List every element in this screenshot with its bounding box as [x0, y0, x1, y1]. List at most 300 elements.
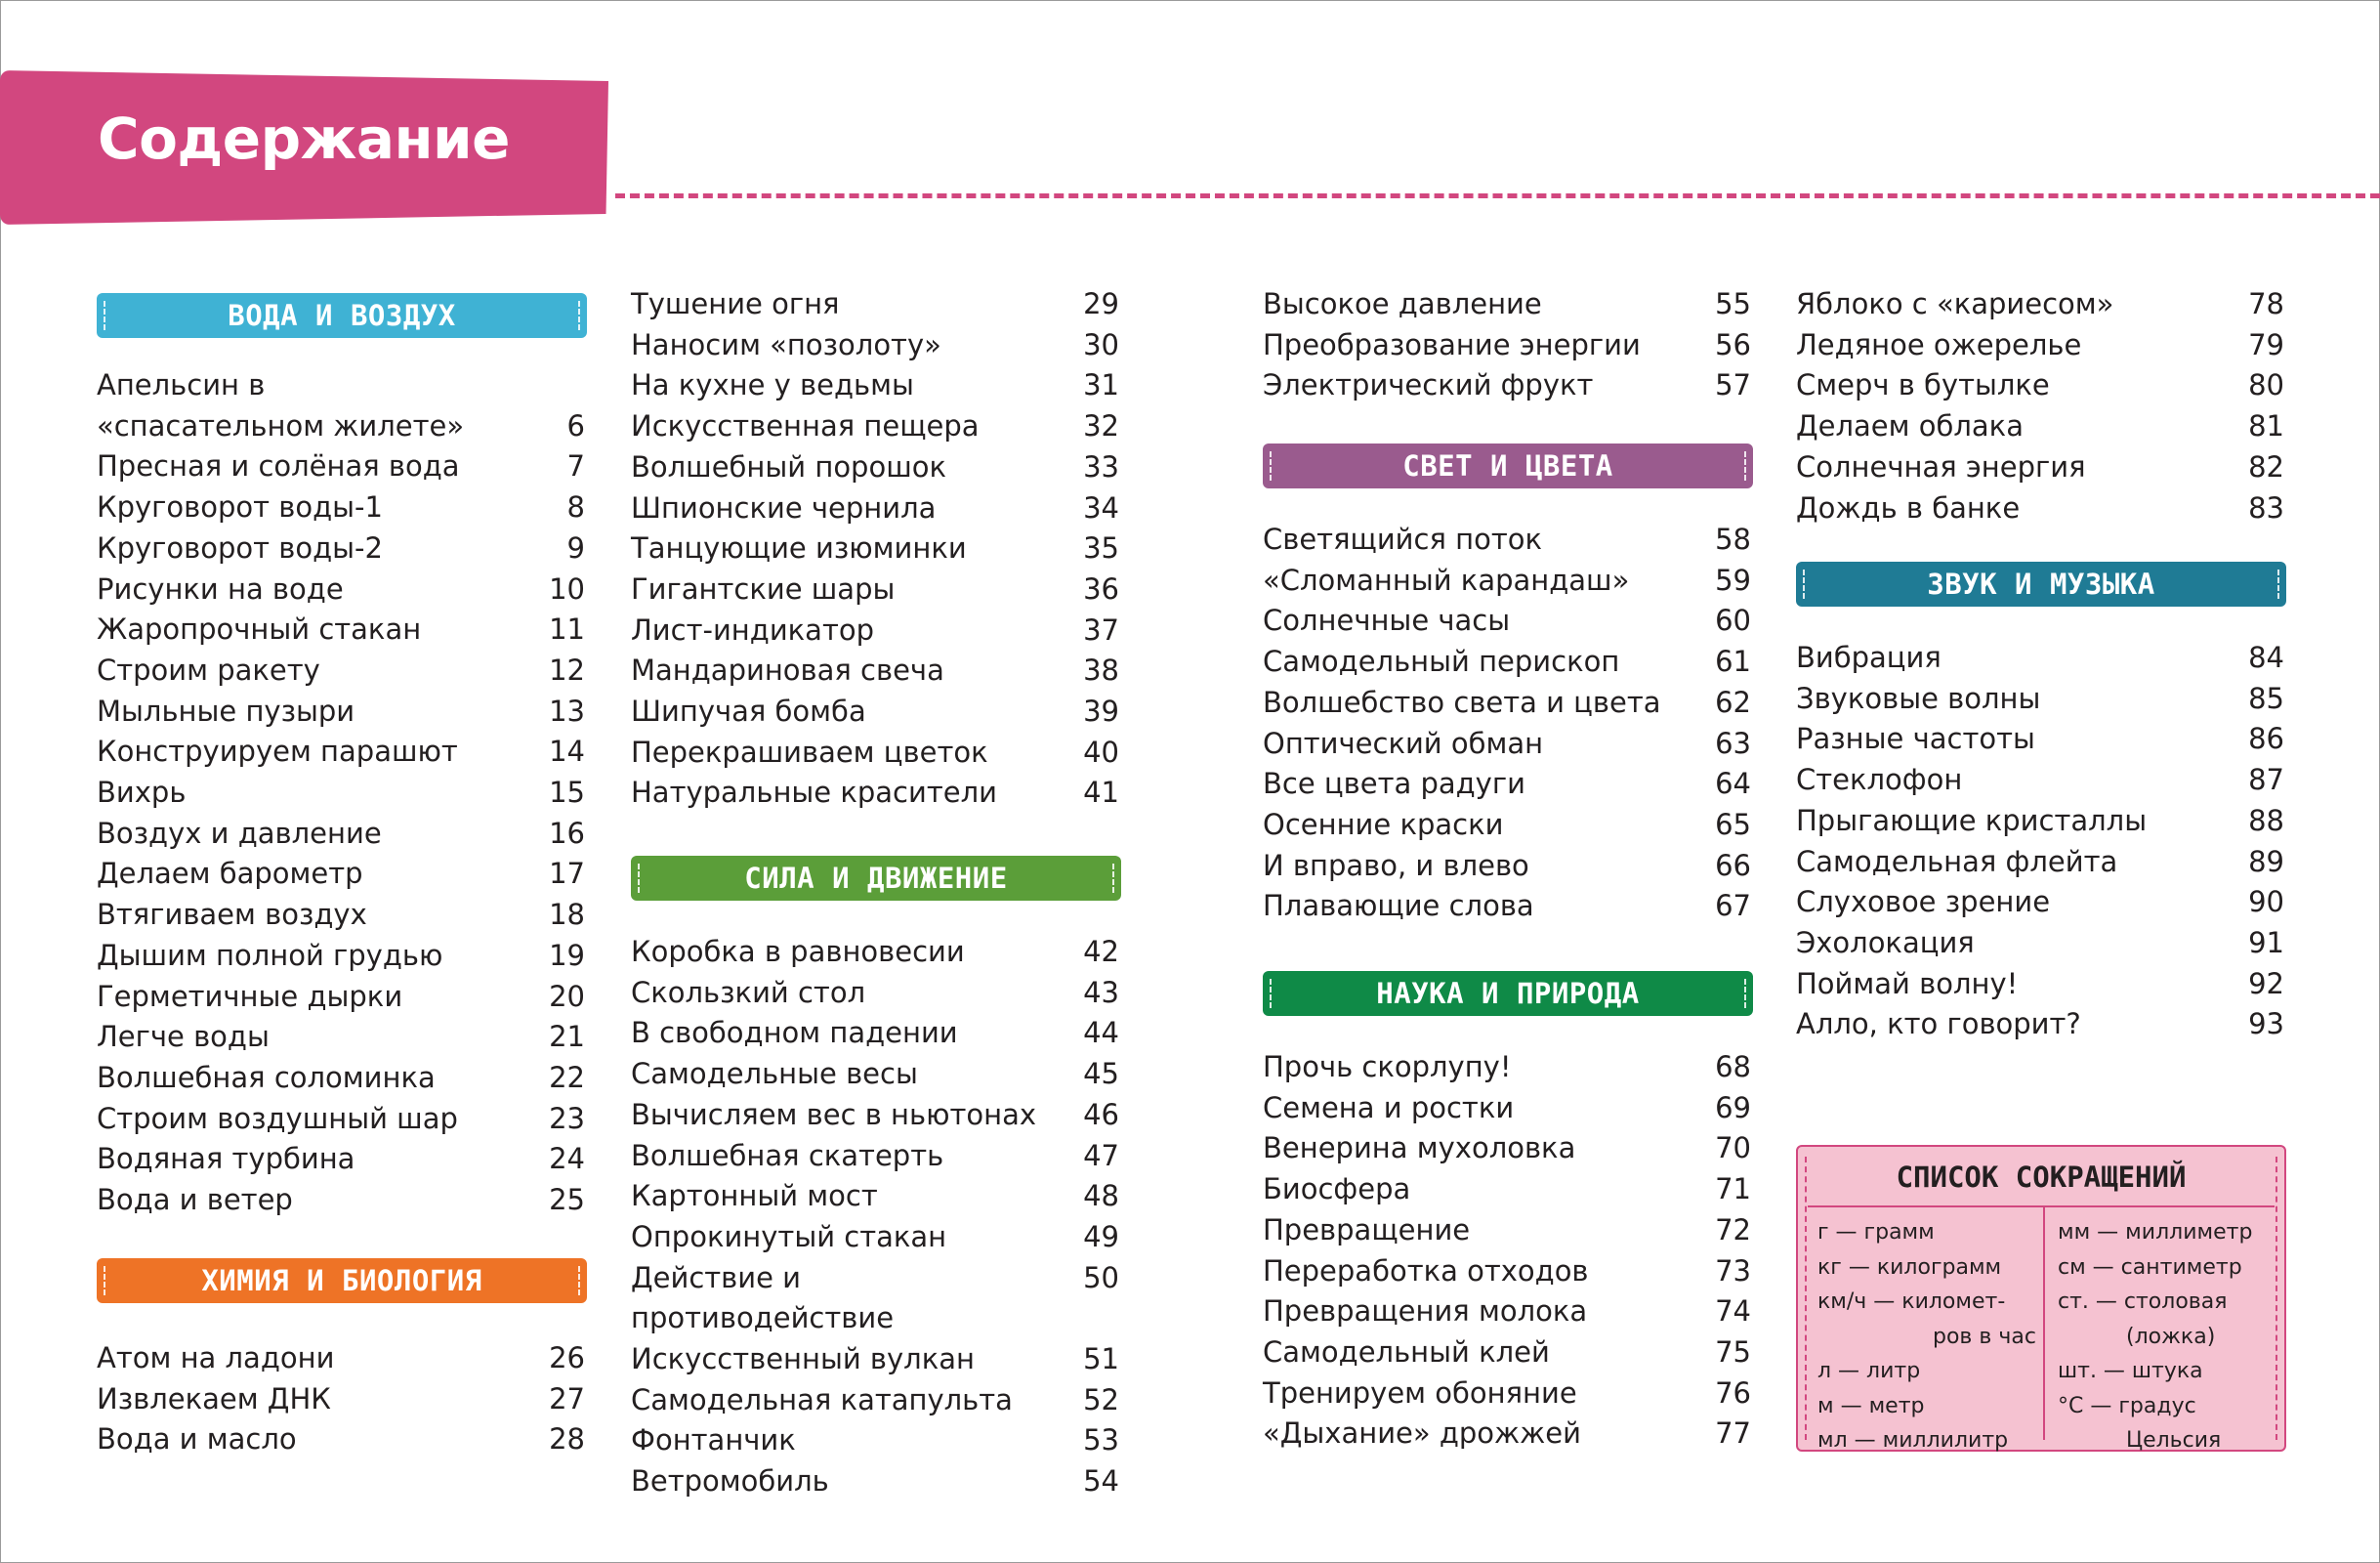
toc-entry-page: 93 — [2248, 1007, 2284, 1041]
toc-entry-page: 72 — [1715, 1212, 1751, 1246]
toc-entry — [97, 936, 585, 977]
toc-entry-page: 16 — [549, 816, 585, 850]
toc-entry-title: Ледяное ожерелье — [1796, 327, 2082, 361]
toc-entry-page: 17 — [549, 857, 585, 891]
toc-entry — [97, 732, 585, 773]
toc-entry — [631, 773, 1119, 814]
toc-entry — [631, 932, 1119, 973]
toc-entry-title: Вода и масло — [97, 1422, 297, 1457]
toc-entry-title: Натуральные красители — [631, 776, 997, 810]
toc-entry — [1263, 886, 1751, 927]
section-header-himiya: ХИМИЯ И БИОЛОГИЯ — [97, 1258, 587, 1303]
toc-entry-title: Скользкий стол — [631, 975, 866, 1009]
column-2-lower — [631, 856, 1119, 1502]
toc-entry-title: Тренируем обоняние — [1263, 1375, 1577, 1410]
toc-entry-page: 77 — [1715, 1416, 1751, 1451]
abbreviation-item: м — метр — [1817, 1393, 1925, 1418]
toc-entry-title: Шпионские чернила — [631, 490, 937, 525]
section-list-zvuk — [1796, 638, 2284, 1045]
toc-entry-title: Алло, кто говорит? — [1796, 1007, 2081, 1041]
toc-entry — [1263, 1414, 1751, 1455]
abbreviation-item: шт. — штука — [2058, 1359, 2203, 1383]
page-title: Содержание — [98, 106, 511, 172]
toc-entry-title: Самодельная катапульта — [631, 1382, 1013, 1416]
abbreviations-column-divider — [2043, 1205, 2045, 1440]
toc-entry-title: Разные частоты — [1796, 722, 2035, 756]
toc-entry-title: Переработка отходов — [1263, 1253, 1589, 1288]
toc-entry-page: 56 — [1715, 327, 1751, 361]
toc-entry-page: 37 — [1083, 613, 1119, 647]
toc-entry-title: Строим ракету — [97, 653, 320, 687]
toc-entry-title: Волшебство света и цвета — [1263, 685, 1661, 719]
column-4-lower — [1796, 562, 2284, 1045]
column-1 — [97, 293, 585, 1221]
toc-entry-page: 68 — [1715, 1050, 1751, 1083]
toc-entry-title: Мандариновая свеча — [631, 654, 944, 688]
toc-entry-page: 10 — [549, 571, 585, 606]
toc-entry-title: Смерч в бутылке — [1796, 368, 2050, 402]
toc-entry — [97, 446, 585, 487]
toc-entry-page: 13 — [549, 694, 585, 728]
toc-entry — [631, 1054, 1119, 1095]
abbreviation-item: см — сантиметр — [2058, 1254, 2242, 1280]
toc-entry-title: Вихрь — [97, 776, 187, 810]
abbreviation-item-continued: ров в час — [1933, 1324, 2036, 1349]
toc-entry-title: Самодельная флейта — [1796, 844, 2118, 878]
toc-entry — [1796, 406, 2284, 447]
toc-entry-title: Осенние краски — [1263, 807, 1504, 841]
toc-entry-page: 23 — [549, 1101, 585, 1135]
toc-entry-page: 24 — [549, 1142, 585, 1176]
toc-entry-title: Втягиваем воздух — [97, 898, 367, 932]
toc-entry-page: 82 — [2248, 449, 2284, 484]
toc-entry-title: На кухне у ведьмы — [631, 368, 914, 402]
toc-entry-title: Ветромобиль — [631, 1464, 829, 1499]
toc-entry — [631, 1380, 1119, 1421]
toc-entry-title: Конструируем парашют — [97, 735, 458, 769]
toc-entry-title: Преобразование энергии — [1263, 327, 1641, 361]
abbreviation-item: мл — миллилитр — [1817, 1428, 2009, 1453]
toc-entry-page: 63 — [1715, 726, 1751, 760]
toc-entry-page: 11 — [549, 613, 585, 647]
toc-entry-page: 21 — [549, 1020, 585, 1054]
toc-entry — [1796, 882, 2284, 923]
toc-entry — [1263, 764, 1751, 805]
toc-entry — [631, 733, 1119, 774]
toc-entry — [97, 1099, 585, 1140]
toc-entry — [1263, 1291, 1751, 1332]
toc-entry — [631, 1217, 1119, 1258]
toc-entry-page: 6 — [566, 408, 585, 443]
column-1-lower — [97, 1258, 585, 1460]
section-header-nauka: НАУКА И ПРИРОДА — [1263, 971, 1753, 1016]
toc-entry-page: 92 — [2248, 966, 2284, 1000]
toc-entry — [97, 528, 585, 570]
toc-entry-title: Коробка в равновесии — [631, 935, 965, 968]
toc-entry-title: Все цвета радуги — [1263, 767, 1525, 801]
toc-entry — [631, 447, 1119, 488]
toc-entry-title: Делаем облака — [1796, 409, 2024, 444]
column-2 — [631, 284, 1119, 814]
toc-entry-title: Электрический фрукт — [1263, 368, 1594, 402]
abbreviations-divider — [1808, 1205, 2275, 1207]
toc-entry-page: 88 — [2248, 803, 2284, 837]
toc-entry-page: 79 — [2248, 327, 2284, 361]
toc-entry-page: 74 — [1715, 1294, 1751, 1329]
toc-entry-title: Извлекаем ДНК — [97, 1381, 331, 1415]
toc-entry-title: Вычисляем вес в ньютонах — [631, 1097, 1037, 1131]
toc-entry — [631, 611, 1119, 652]
toc-entry-title: Вибрация — [1796, 641, 1942, 674]
toc-entry — [1796, 842, 2284, 883]
toc-entry — [1796, 964, 2284, 1005]
toc-entry-page: 12 — [549, 653, 585, 687]
toc-entry-page: 73 — [1715, 1253, 1751, 1288]
toc-entry-page: 58 — [1715, 523, 1751, 556]
toc-entry — [1796, 719, 2284, 760]
toc-entry — [631, 1136, 1119, 1177]
toc-entry-page: 39 — [1083, 695, 1119, 729]
toc-entry — [97, 1139, 585, 1180]
toc-entry — [97, 1379, 585, 1420]
column-3-middle — [1263, 444, 1751, 927]
toc-entry-page: 85 — [2248, 681, 2284, 715]
abbreviation-item: км/ч — километ- — [1817, 1289, 2006, 1314]
toc-entry-page: 7 — [566, 449, 585, 484]
toc-entry-page: 14 — [549, 735, 585, 769]
toc-entry-title: Семена и ростки — [1263, 1090, 1515, 1124]
toc-entry-title: Солнечные часы — [1263, 604, 1511, 638]
toc-entry — [631, 1339, 1119, 1380]
toc-entry-title: Слуховое зрение — [1796, 885, 2051, 919]
toc-entry — [1263, 1169, 1751, 1210]
toc-entry-page: 52 — [1083, 1382, 1119, 1416]
section-list-himiya-b — [631, 284, 1119, 814]
abbreviations-box — [1796, 1145, 2286, 1452]
toc-entry-title: Вода и ветер — [97, 1183, 293, 1217]
toc-entry — [97, 773, 585, 814]
toc-entry — [97, 1338, 585, 1379]
toc-entry-page: 30 — [1083, 327, 1119, 361]
toc-entry-title: Круговорот воды-2 — [97, 530, 383, 565]
toc-entry — [1263, 561, 1751, 602]
title-dashed-rule — [615, 193, 2380, 198]
toc-entry-title: Круговорот воды-1 — [97, 490, 383, 525]
toc-entry — [631, 1258, 1119, 1339]
toc-entry — [631, 1095, 1119, 1136]
toc-entry — [1263, 520, 1751, 561]
toc-entry-page: 15 — [549, 776, 585, 810]
abbreviation-item: г — грамм — [1817, 1220, 1935, 1245]
toc-entry — [97, 895, 585, 936]
toc-entry-page: 61 — [1715, 645, 1751, 679]
toc-entry — [1796, 488, 2284, 529]
toc-entry-page: 81 — [2248, 409, 2284, 444]
toc-entry-page: 84 — [2248, 641, 2284, 674]
toc-entry — [97, 1017, 585, 1058]
toc-entry-page: 41 — [1083, 776, 1119, 810]
toc-entry-title: Пресная и солёная вода — [97, 449, 460, 484]
toc-entry-title: Самодельные весы — [631, 1057, 918, 1091]
toc-entry-title: Высокое давление — [1263, 287, 1542, 320]
toc-entry-page: 59 — [1715, 563, 1751, 597]
section-header-voda: ВОДА И ВОЗДУХ — [97, 293, 587, 338]
toc-entry — [97, 854, 585, 895]
toc-entry — [1263, 1373, 1751, 1415]
toc-entry-title: Венерина мухоловка — [1263, 1131, 1576, 1165]
toc-entry-page: 65 — [1715, 807, 1751, 841]
toc-entry-page: 43 — [1083, 975, 1119, 1009]
toc-entry-title: Волшебный порошок — [631, 449, 947, 484]
toc-entry — [97, 977, 585, 1018]
toc-entry-title: Искусственный вулкан — [631, 1342, 975, 1376]
toc-entry-page: 75 — [1715, 1334, 1751, 1369]
toc-entry-page: 86 — [2248, 722, 2284, 756]
toc-entry — [631, 1420, 1119, 1461]
toc-entry — [97, 610, 585, 651]
section-list-sila-b — [1263, 284, 1751, 406]
toc-entry — [1263, 683, 1751, 724]
toc-entry-title: Оптический обман — [1263, 726, 1544, 760]
toc-entry — [97, 651, 585, 692]
toc-entry-page: 22 — [549, 1060, 585, 1094]
toc-entry-title: Герметичные дырки — [97, 979, 403, 1013]
toc-entry-title: Волшебная скатерть — [631, 1138, 944, 1172]
toc-entry-page: 20 — [549, 979, 585, 1013]
toc-entry — [97, 487, 585, 528]
section-header-sila: СИЛА И ДВИЖЕНИЕ — [631, 856, 1121, 901]
toc-entry — [631, 365, 1119, 406]
toc-entry-page: 57 — [1715, 368, 1751, 402]
toc-entry-page: 27 — [549, 1381, 585, 1415]
toc-entry-page: 78 — [2248, 287, 2284, 320]
toc-entry-title: Самодельный перископ — [1263, 645, 1620, 679]
toc-entry-page: 70 — [1715, 1131, 1751, 1165]
toc-entry — [1796, 923, 2284, 964]
toc-entry-page: 87 — [2248, 763, 2284, 797]
toc-entry-page: 83 — [2248, 490, 2284, 525]
toc-entry — [1263, 601, 1751, 642]
toc-entry-title: Водяная турбина — [97, 1142, 355, 1176]
toc-entry-page: 35 — [1083, 531, 1119, 566]
column-3 — [1263, 284, 1751, 406]
toc-entry — [1796, 365, 2284, 406]
toc-entry-page: 51 — [1083, 1342, 1119, 1376]
toc-entry — [1263, 1047, 1751, 1088]
toc-entry — [631, 488, 1119, 529]
toc-entry-page: 8 — [566, 490, 585, 525]
toc-entry-page: 67 — [1715, 889, 1751, 923]
toc-entry — [631, 973, 1119, 1014]
toc-entry — [631, 1013, 1119, 1054]
toc-entry — [1796, 447, 2284, 488]
toc-entry-title: Шипучая бомба — [631, 695, 866, 729]
toc-entry-page: 49 — [1083, 1219, 1119, 1253]
section-list-nauka-b — [1796, 284, 2284, 528]
toc-entry-page: 45 — [1083, 1057, 1119, 1091]
toc-entry-title: Делаем барометр — [97, 857, 363, 891]
abbreviations-title: СПИСОК СОКРАЩЕНИЙ — [1896, 1161, 2187, 1194]
toc-entry-page: 25 — [549, 1183, 585, 1217]
toc-entry-page: 53 — [1083, 1423, 1119, 1457]
abbreviations-left — [1817, 1215, 2040, 1458]
toc-entry-title: Стеклофон — [1796, 763, 1963, 797]
toc-entry-page: 54 — [1083, 1464, 1119, 1499]
toc-entry-title: Тушение огня — [631, 287, 840, 320]
toc-entry-page: 60 — [1715, 604, 1751, 638]
toc-entry — [631, 692, 1119, 733]
toc-entry — [1263, 724, 1751, 765]
toc-entry-page: 69 — [1715, 1090, 1751, 1124]
toc-entry — [1263, 365, 1751, 406]
toc-entry-page: 26 — [549, 1341, 585, 1374]
section-list-himiya-a — [97, 1338, 585, 1460]
toc-entry-page: 64 — [1715, 767, 1751, 801]
column-4 — [1796, 284, 2284, 528]
toc-entry — [97, 570, 585, 611]
toc-entry-page: 50 — [1083, 1260, 1119, 1294]
section-header-svet: СВЕТ И ЦВЕТА — [1263, 444, 1753, 488]
toc-entry — [1796, 801, 2284, 842]
toc-entry-title: Солнечная энергия — [1796, 449, 2086, 484]
toc-entry — [1263, 284, 1751, 325]
toc-entry-page: 89 — [2248, 844, 2284, 878]
toc-entry — [97, 365, 585, 446]
section-header-zvuk: ЗВУК И МУЗЫКА — [1796, 562, 2286, 607]
toc-entry-title: Рисунки на воде — [97, 571, 344, 606]
abbreviations-right — [2058, 1215, 2280, 1458]
toc-entry-page: 48 — [1083, 1179, 1119, 1213]
toc-entry-title: Мыльные пузыри — [97, 694, 355, 728]
toc-entry — [1263, 1210, 1751, 1251]
toc-entry-title: Звуковые волны — [1796, 681, 2041, 715]
column-3-lower — [1263, 971, 1751, 1455]
toc-entry-page: 32 — [1083, 409, 1119, 444]
toc-entry — [631, 325, 1119, 366]
toc-entry-page: 66 — [1715, 848, 1751, 882]
toc-entry-title: Биосфера — [1263, 1172, 1411, 1206]
toc-entry-title: Искусственная пещера — [631, 409, 980, 444]
toc-entry — [1263, 1332, 1751, 1373]
toc-entry-title: «Дыхание» дрожжей — [1263, 1416, 1581, 1451]
toc-entry-page: 19 — [549, 938, 585, 972]
toc-entry — [1796, 679, 2284, 720]
toc-entry-page: 33 — [1083, 449, 1119, 484]
toc-entry-title: Самодельный клей — [1263, 1334, 1550, 1369]
toc-entry-title: Легче воды — [97, 1020, 270, 1054]
toc-entry — [1796, 284, 2284, 325]
toc-entry-page: 90 — [2248, 885, 2284, 919]
toc-entry-page: 28 — [549, 1422, 585, 1457]
toc-entry — [1263, 325, 1751, 366]
toc-entry-page: 76 — [1715, 1375, 1751, 1410]
toc-entry-page: 31 — [1083, 368, 1119, 402]
toc-entry — [97, 1419, 585, 1460]
toc-entry — [97, 1058, 585, 1099]
abbreviation-item: мм — миллиметр — [2058, 1220, 2253, 1245]
toc-entry-title: Яблоко с «кариесом» — [1796, 287, 2114, 320]
toc-entry-page: 80 — [2248, 368, 2284, 402]
toc-entry — [97, 692, 585, 733]
toc-entry — [631, 1461, 1119, 1502]
toc-entry-title: Прыгающие кристаллы — [1796, 803, 2148, 837]
toc-entry-page: 18 — [549, 898, 585, 932]
toc-entry-page: 9 — [566, 530, 585, 565]
toc-entry-page: 62 — [1715, 685, 1751, 719]
toc-entry-title: Лист-индикатор — [631, 613, 874, 647]
toc-entry-page: 47 — [1083, 1138, 1119, 1172]
toc-entry — [1796, 325, 2284, 366]
section-list-svet — [1263, 520, 1751, 927]
toc-entry-title: И вправо, и влево — [1263, 848, 1529, 882]
abbreviation-item: кг — килограмм — [1817, 1254, 2002, 1280]
abbreviation-item: л — литр — [1817, 1359, 1921, 1383]
toc-entry — [1796, 760, 2284, 801]
toc-entry-page: 91 — [2248, 925, 2284, 959]
toc-entry-title: Действие и противодействие — [631, 1260, 895, 1335]
abbreviation-item-continued: (ложка) — [2126, 1324, 2216, 1349]
toc-entry-page: 46 — [1083, 1097, 1119, 1131]
toc-entry-title: Перекрашиваем цветок — [631, 735, 988, 769]
toc-entry-title: Волшебная соломинка — [97, 1060, 436, 1094]
abbreviation-item: °С — градус — [2058, 1393, 2196, 1418]
toc-entry — [1263, 805, 1751, 846]
toc-entry-title: Воздух и давление — [97, 816, 382, 850]
toc-entry-title: Плавающие слова — [1263, 889, 1534, 923]
section-list-sila-a — [631, 932, 1119, 1502]
toc-entry — [631, 528, 1119, 570]
toc-entry — [97, 814, 585, 855]
toc-entry-title: Превращения молока — [1263, 1294, 1588, 1329]
toc-entry-page: 34 — [1083, 490, 1119, 525]
toc-entry-page: 40 — [1083, 735, 1119, 769]
toc-entry-title: Дождь в банке — [1796, 490, 2021, 525]
section-list-nauka-a — [1263, 1047, 1751, 1455]
toc-entry-title: Светящийся поток — [1263, 523, 1542, 556]
toc-entry-page: 71 — [1715, 1172, 1751, 1206]
toc-entry — [1263, 846, 1751, 887]
toc-entry — [1263, 642, 1751, 683]
toc-entry-page: 29 — [1083, 287, 1119, 320]
toc-entry-title: Поймай волну! — [1796, 966, 2019, 1000]
toc-entry — [631, 406, 1119, 447]
toc-entry — [631, 651, 1119, 692]
toc-entry-title: Апельсин в «спасательном жилете» — [97, 368, 465, 443]
section-list-voda — [97, 365, 585, 1221]
toc-entry-title: Танцующие изюминки — [631, 531, 967, 566]
toc-entry — [1796, 1004, 2284, 1045]
toc-entry — [631, 1176, 1119, 1217]
toc-entry — [1263, 1088, 1751, 1129]
toc-entry-title: Картонный мост — [631, 1179, 878, 1213]
toc-entry-title: Дышим полной грудью — [97, 938, 443, 972]
toc-entry-title: Эхолокация — [1796, 925, 1975, 959]
toc-entry-title: Строим воздушный шар — [97, 1101, 458, 1135]
toc-entry-title: Гигантские шары — [631, 571, 896, 606]
toc-entry-page: 38 — [1083, 654, 1119, 688]
toc-entry-page: 44 — [1083, 1016, 1119, 1050]
toc-entry-page: 36 — [1083, 571, 1119, 606]
abbreviation-item: ст. — столовая — [2058, 1289, 2228, 1314]
toc-entry-title: В свободном падении — [631, 1016, 958, 1050]
toc-entry-title: Прочь скорлупу! — [1263, 1050, 1512, 1083]
toc-entry-page: 55 — [1715, 287, 1751, 320]
toc-entry — [631, 284, 1119, 325]
toc-entry-page: 42 — [1083, 935, 1119, 968]
toc-entry — [97, 1180, 585, 1221]
abbreviation-item-continued: Цельсия — [2126, 1428, 2222, 1453]
toc-entry-title: Превращение — [1263, 1212, 1471, 1246]
